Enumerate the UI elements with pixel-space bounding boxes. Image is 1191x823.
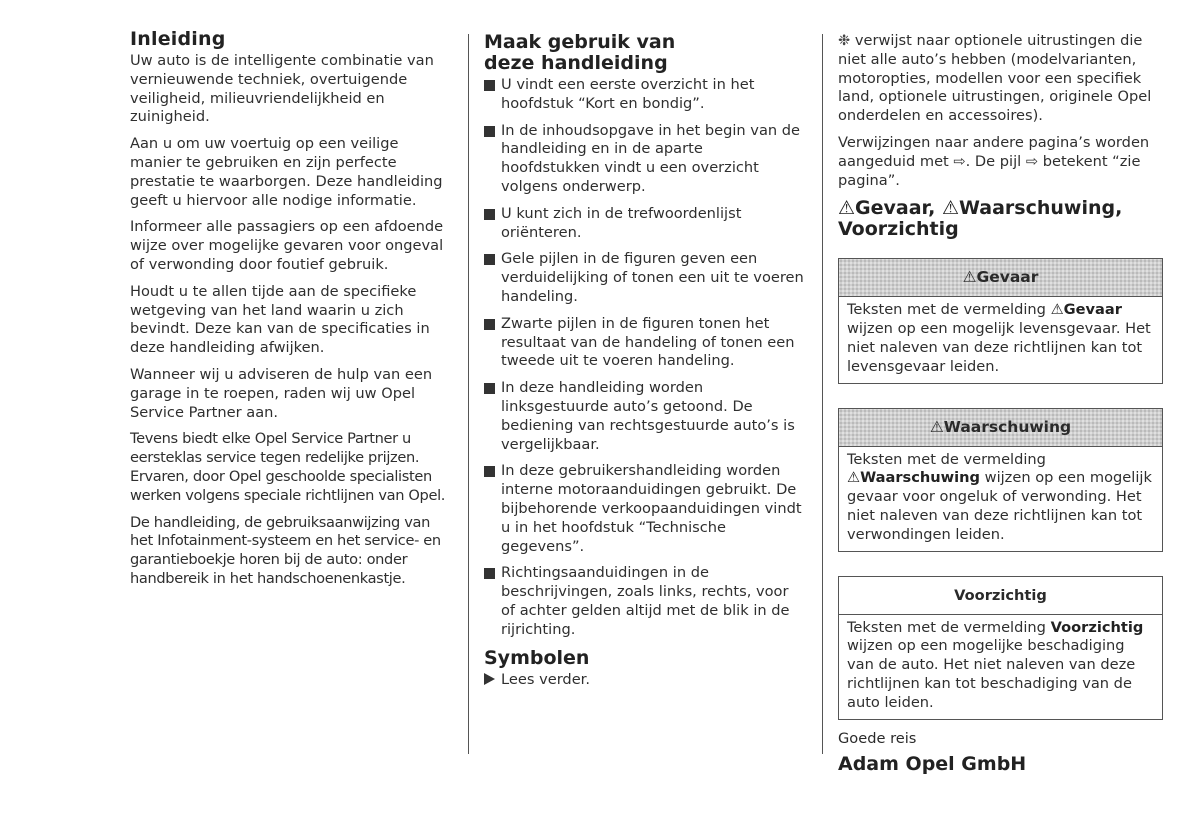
- paragraph: De handleiding, de gebruiksaanwijzing van het Infotainment-systeem en het service- en garantieboekje horen bij de auto: onder handbereik in het handschoenenkastje.: [130, 513, 441, 587]
- usage-bullet-list: [484, 76, 806, 640]
- square-bullet-icon: [484, 466, 495, 477]
- page-reference-explanation: Verwijzingen naar andere pagina’s worden aangeduid met ⇨. De pijl ⇨ betekent “zie pagina”.: [838, 133, 1150, 189]
- closing-greeting: Goede reis: [838, 729, 917, 747]
- paragraph: Houdt u te allen tijde aan de specifieke wetgeving van het land waarin u zich bevindt. Deze kan van de specificaties in deze handleiding afwijken.: [130, 282, 430, 357]
- square-bullet-icon: [484, 126, 495, 137]
- asterisk-explanation: ❉ verwijst naar optionele uitrustingen die niet alle auto’s hebben (modelvarianten, motoropties, modellen voor een specifiek land, optionele uitrustingen, originele Opel onderdelen en accessoires).: [838, 32, 1152, 125]
- list-item: Zwarte pijlen in de figuren tonen het resultaat van de handeling of tonen een tweede uit te voeren handeling.: [484, 315, 806, 371]
- section-title-inleiding: Inleiding: [130, 28, 226, 50]
- paragraph: Tevens biedt elke Opel Service Partner u eersteklas service tegen redelijke prijzen. Ervaren, door Opel geschoolde specialisten werken volgens speciale richtlijnen van Opel.: [130, 430, 446, 504]
- square-bullet-icon: [484, 568, 495, 579]
- danger-box-body: Teksten met de vermelding ⚠Gevaar wijzen op een mogelijk levensgevaar. Het niet naleven van deze richtlijnen kan tot levensgevaar leiden.: [847, 301, 1151, 375]
- warning-box-header: ⚠Waarschuwing: [839, 409, 1162, 447]
- section-title-warnings: ⚠Gevaar, ⚠Waarschuwing, Voorzichtig: [838, 197, 1123, 241]
- reference-arrow-icon: ⇨: [953, 152, 966, 170]
- danger-box: [838, 258, 1163, 383]
- column-introduction: [130, 28, 452, 597]
- caution-box-body: Teksten met de vermelding Voorzichtig wijzen op een mogelijke beschadiging van de auto. Het niet naleven van deze richtlijnen kan tot beschadiging van de auto leiden.: [847, 618, 1144, 711]
- danger-box-header: ⚠Gevaar: [839, 259, 1162, 297]
- caution-box: [838, 576, 1163, 720]
- column-usage: [484, 32, 806, 689]
- section-title-usage: Maak gebruik van deze handleiding: [484, 31, 676, 74]
- list-item: U kunt zich in de trefwoordenlijst oriënteren.: [484, 205, 806, 243]
- square-bullet-icon: [484, 209, 495, 220]
- warning-box: [838, 408, 1163, 552]
- square-bullet-icon: [484, 383, 495, 394]
- list-item: U vindt een eerste overzicht in het hoofdstuk “Kort en bondig”.: [484, 76, 806, 114]
- square-bullet-icon: [484, 80, 495, 91]
- asterisk-icon: ❉: [838, 32, 851, 49]
- square-bullet-icon: [484, 254, 495, 265]
- list-item: In deze gebruikershandleiding worden interne motoraanduidingen gebruikt. De bijbehorende verkoopaanduidingen vindt u in het hoofdstuk “Technische gegevens”.: [484, 462, 806, 556]
- caution-box-header: Voorzichtig: [839, 577, 1162, 615]
- list-item: In deze handleiding worden linksgestuurde auto’s getoond. De bediening van rechtsgestuurde auto’s is vergelijkbaar.: [484, 379, 806, 454]
- list-item: Richtingsaanduidingen in de beschrijvingen, zoals links, rechts, voor of achter gelden altijd met de blik in de rijrichting.: [484, 564, 806, 639]
- reference-arrow-icon: ⇨: [1025, 152, 1039, 170]
- column-divider-1: [468, 34, 469, 754]
- read-on-line: Lees verder.: [484, 671, 806, 690]
- play-arrow-icon: [484, 673, 495, 685]
- paragraph: Informeer alle passagiers op een afdoende wijze over mogelijke gevaren voor ongeval of verwonding door foutief gebruik.: [130, 218, 444, 273]
- warning-box-body: Teksten met de vermelding ⚠Waarschuwing wijzen op een mogelijk gevaar voor ongeluk of verwonding. Het niet naleven van deze richtlijnen kan tot verwondingen leiden.: [847, 450, 1152, 543]
- list-item: Gele pijlen in de figuren geven een verduidelijking of tonen een uit te voeren handeling.: [484, 250, 806, 306]
- paragraph: Aan u om uw voertuig op een veilige manier te gebruiken en zijn perfecte prestatie te waarborgen. Deze handleiding geeft u hiervoor alle nodige informatie.: [130, 135, 443, 209]
- column-symbols-warnings: [838, 32, 1163, 775]
- company-name: Adam Opel GmbH: [838, 752, 1027, 775]
- square-bullet-icon: [484, 319, 495, 330]
- section-title-symbols: Symbolen: [484, 646, 590, 669]
- paragraph: Wanneer wij u adviseren de hulp van een garage in te roepen, raden wij uw Opel Service Partner aan.: [130, 365, 433, 421]
- list-item: In de inhoudsopgave in het begin van de handleiding en in de aparte hoofdstukken vindt u een overzicht volgens onderwerp.: [484, 122, 806, 197]
- paragraph: Uw auto is de intelligente combinatie van vernieuwende techniek, overtuigende veiligheid, milieuvriendelijkheid en zuinigheid.: [130, 52, 434, 126]
- column-divider-2: [822, 34, 823, 754]
